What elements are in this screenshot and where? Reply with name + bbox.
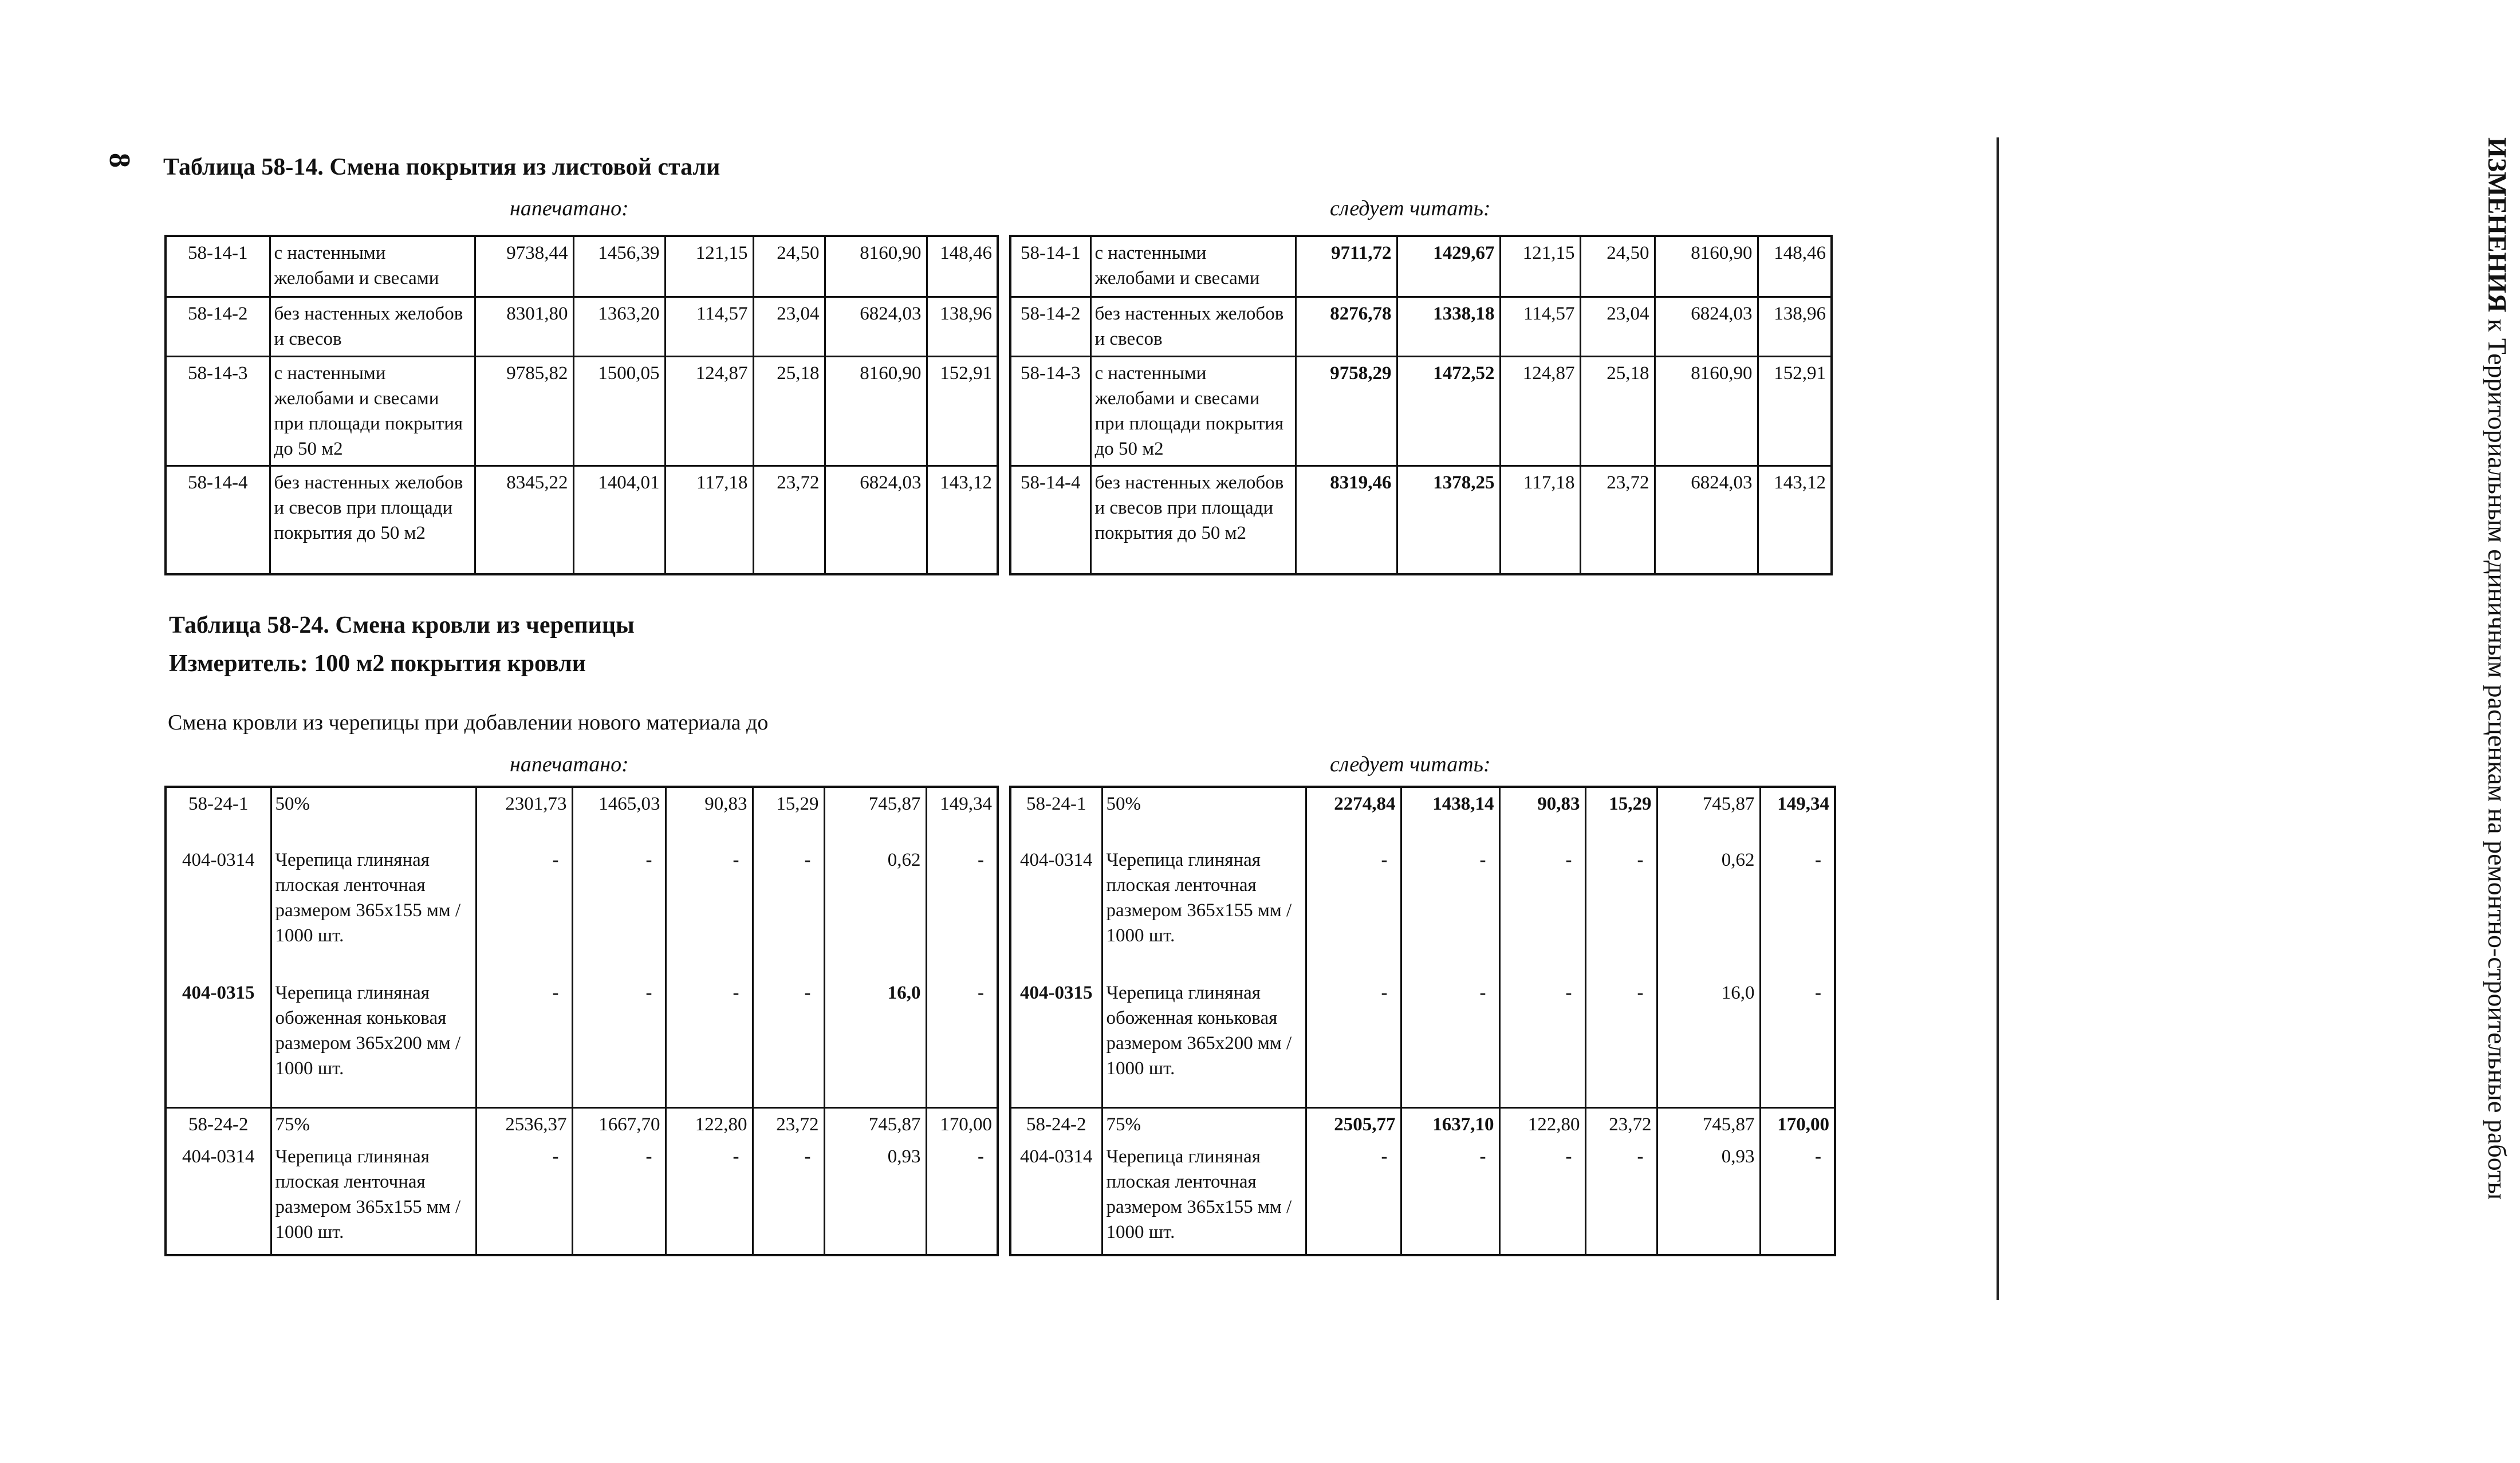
row-desc: 50% <box>271 787 476 844</box>
row-code: 58-24-2 <box>1010 1107 1102 1141</box>
row-desc: Черепица глиняная плоская ленточная размером 365х155 мм / 1000 шт. <box>1102 844 1306 977</box>
row-code: 58-24-1 <box>166 787 271 844</box>
table1-read <box>1009 235 1833 575</box>
cell: 124,87 <box>665 356 753 466</box>
cell: - <box>1499 1141 1585 1255</box>
row-desc: Черепица глиняная плоская ленточная размером 365х155 мм / 1000 шт. <box>1102 1141 1306 1255</box>
table1-read-caption: следует читать: <box>1330 196 1491 220</box>
cell: - <box>572 977 666 1107</box>
row-desc: с настенными желобами и свесами <box>270 236 475 297</box>
row-desc: без настенных желобов и свесов при площади покрытия до 50 м2 <box>270 466 475 574</box>
cell: 170,00 <box>926 1107 998 1141</box>
table2-printed-caption: напечатано: <box>510 752 629 776</box>
table2-title: Таблица 58-24. Смена кровли из черепицы <box>169 612 635 638</box>
cell: 114,57 <box>665 297 753 356</box>
row-code: 58-14-2 <box>1010 297 1090 356</box>
cell: 2505,77 <box>1306 1107 1401 1141</box>
table2-measure: Измеритель: 100 м2 покрытия кровли <box>169 650 586 677</box>
cell: 6824,03 <box>825 297 927 356</box>
row-code: 58-14-1 <box>166 236 270 297</box>
table1-printed <box>164 235 999 575</box>
cell: - <box>1499 844 1585 977</box>
cell: - <box>476 844 572 977</box>
row-code: 404-0315 <box>1010 977 1102 1107</box>
cell: 148,46 <box>1758 236 1832 297</box>
table-row <box>166 356 998 466</box>
cell: - <box>476 977 572 1107</box>
cell: - <box>1401 1141 1499 1255</box>
cell: 117,18 <box>665 466 753 574</box>
cell: 15,29 <box>1585 787 1657 844</box>
row-desc: Черепица глиняная плоская ленточная размером 365х155 мм / 1000 шт. <box>271 844 476 977</box>
page-number: 8 <box>103 153 136 168</box>
row-desc: без настенных желобов и свесов <box>1090 297 1296 356</box>
cell: 23,72 <box>1585 1107 1657 1141</box>
table-row <box>1010 466 1832 574</box>
cell: 8345,22 <box>475 466 573 574</box>
cell: 1667,70 <box>572 1107 666 1141</box>
cell: 24,50 <box>1580 236 1655 297</box>
cell: - <box>1401 844 1499 977</box>
cell: 8160,90 <box>1655 356 1758 466</box>
row-desc: Черепица глиняная плоская ленточная размером 365х155 мм / 1000 шт. <box>271 1141 476 1255</box>
cell: - <box>1760 977 1835 1107</box>
row-code: 58-14-3 <box>1010 356 1090 466</box>
cell: 9711,72 <box>1296 236 1397 297</box>
cell: 6824,03 <box>825 466 927 574</box>
cell: - <box>926 977 998 1107</box>
cell: 24,50 <box>753 236 825 297</box>
cell: - <box>1760 1141 1835 1255</box>
table-row <box>1010 977 1835 1107</box>
cell: - <box>666 844 753 977</box>
cell: 23,04 <box>753 297 825 356</box>
cell: - <box>572 844 666 977</box>
row-code: 58-14-2 <box>166 297 270 356</box>
cell: 25,18 <box>1580 356 1655 466</box>
table-row <box>1010 787 1835 844</box>
cell: 90,83 <box>1499 787 1585 844</box>
table-row <box>166 787 998 844</box>
cell: 121,15 <box>1500 236 1580 297</box>
cell: 6824,03 <box>1655 466 1758 574</box>
cell: - <box>926 844 998 977</box>
table-row <box>166 1141 998 1255</box>
cell: 124,87 <box>1500 356 1580 466</box>
side-heading <box>1947 137 2512 1200</box>
cell: 114,57 <box>1500 297 1580 356</box>
cell: 23,72 <box>753 466 825 574</box>
table-row <box>166 844 998 977</box>
cell: 25,18 <box>753 356 825 466</box>
cell: 2274,84 <box>1306 787 1401 844</box>
row-code: 58-14-1 <box>1010 236 1090 297</box>
side-divider <box>1997 137 1999 1300</box>
table2-read <box>1009 786 1836 1256</box>
cell: 9785,82 <box>475 356 573 466</box>
cell: 2536,37 <box>476 1107 572 1141</box>
table2-intro: Смена кровли из черепицы при добавлении нового материала до <box>168 711 769 735</box>
cell: 8160,90 <box>1655 236 1758 297</box>
cell: 149,34 <box>926 787 998 844</box>
table-row <box>1010 1141 1835 1255</box>
cell: 0,93 <box>824 1141 926 1255</box>
row-code: 404-0315 <box>166 977 271 1107</box>
cell: 143,12 <box>1758 466 1832 574</box>
cell: 2301,73 <box>476 787 572 844</box>
row-desc: с настенными желобами и свесами при площади покрытия до 50 м2 <box>270 356 475 466</box>
cell: - <box>753 844 824 977</box>
cell: 1338,18 <box>1397 297 1500 356</box>
cell: 1429,67 <box>1397 236 1500 297</box>
row-desc: 50% <box>1102 787 1306 844</box>
cell: 1404,01 <box>573 466 665 574</box>
cell: - <box>1306 977 1401 1107</box>
cell: - <box>666 977 753 1107</box>
row-desc: Черепица глиняная обоженная коньковая размером 365х200 мм / 1000 шт. <box>271 977 476 1107</box>
cell: - <box>1306 1141 1401 1255</box>
row-code: 404-0314 <box>166 1141 271 1255</box>
table1-title: Таблица 58-14. Смена покрытия из листовой стали <box>163 154 720 180</box>
row-code: 58-14-4 <box>1010 466 1090 574</box>
table-row <box>1010 356 1832 466</box>
table-row <box>166 1107 998 1141</box>
row-desc: Черепица глиняная обоженная коньковая размером 365х200 мм / 1000 шт. <box>1102 977 1306 1107</box>
cell: - <box>1306 844 1401 977</box>
cell: 0,62 <box>1657 844 1760 977</box>
cell: 1438,14 <box>1401 787 1499 844</box>
cell: 1500,05 <box>573 356 665 466</box>
cell: - <box>1585 844 1657 977</box>
table1-printed-caption: напечатано: <box>510 196 629 220</box>
cell: 8319,46 <box>1296 466 1397 574</box>
cell: 8301,80 <box>475 297 573 356</box>
cell: 148,46 <box>927 236 998 297</box>
cell: 0,62 <box>824 844 926 977</box>
cell: 16,0 <box>1657 977 1760 1107</box>
cell: 90,83 <box>666 787 753 844</box>
cell: 152,91 <box>1758 356 1832 466</box>
cell: 170,00 <box>1760 1107 1835 1141</box>
cell: - <box>666 1141 753 1255</box>
table-row <box>166 297 998 356</box>
cell: 1637,10 <box>1401 1107 1499 1141</box>
cell: - <box>476 1141 572 1255</box>
cell: 8276,78 <box>1296 297 1397 356</box>
cell: 1472,52 <box>1397 356 1500 466</box>
cell: 149,34 <box>1760 787 1835 844</box>
cell: 117,18 <box>1500 466 1580 574</box>
row-desc: 75% <box>271 1107 476 1141</box>
cell: 15,29 <box>753 787 824 844</box>
cell: 1456,39 <box>573 236 665 297</box>
row-code: 58-14-3 <box>166 356 270 466</box>
cell: 745,87 <box>824 1107 926 1141</box>
table-row <box>166 236 998 297</box>
table-row <box>1010 236 1832 297</box>
cell: 138,96 <box>927 297 998 356</box>
row-code: 404-0314 <box>1010 844 1102 977</box>
cell: 1378,25 <box>1397 466 1500 574</box>
cell: 143,12 <box>927 466 998 574</box>
cell: - <box>1401 977 1499 1107</box>
row-code: 404-0314 <box>1010 1141 1102 1255</box>
cell: 0,93 <box>1657 1141 1760 1255</box>
cell: 122,80 <box>1499 1107 1585 1141</box>
cell: - <box>1760 844 1835 977</box>
cell: - <box>572 1141 666 1255</box>
cell: 8160,90 <box>825 356 927 466</box>
cell: 8160,90 <box>825 236 927 297</box>
row-desc: без настенных желобов и свесов <box>270 297 475 356</box>
cell: 745,87 <box>824 787 926 844</box>
table-row <box>166 977 998 1107</box>
cell: 1465,03 <box>572 787 666 844</box>
cell: 16,0 <box>824 977 926 1107</box>
side-heading-rest: к Территориальным единичным расценкам на ремонтно-строительные работы <box>2483 312 2512 1200</box>
cell: 122,80 <box>666 1107 753 1141</box>
row-code: 404-0314 <box>166 844 271 977</box>
row-desc: 75% <box>1102 1107 1306 1141</box>
row-desc: с настенными желобами и свесами при площади покрытия до 50 м2 <box>1090 356 1296 466</box>
cell: 745,87 <box>1657 1107 1760 1141</box>
cell: 745,87 <box>1657 787 1760 844</box>
cell: - <box>753 977 824 1107</box>
cell: 9738,44 <box>475 236 573 297</box>
cell: - <box>1499 977 1585 1107</box>
side-heading-bold: ИЗМЕНЕНИЯ <box>2483 137 2512 313</box>
cell: 1363,20 <box>573 297 665 356</box>
row-code: 58-24-2 <box>166 1107 271 1141</box>
table-row <box>1010 844 1835 977</box>
cell: - <box>1585 1141 1657 1255</box>
cell: 23,04 <box>1580 297 1655 356</box>
row-code: 58-14-4 <box>166 466 270 574</box>
table-row <box>1010 297 1832 356</box>
cell: - <box>753 1141 824 1255</box>
table-row <box>166 466 998 574</box>
cell: 6824,03 <box>1655 297 1758 356</box>
table2-read-caption: следует читать: <box>1330 752 1491 776</box>
cell: 121,15 <box>665 236 753 297</box>
row-desc: с настенными желобами и свесами <box>1090 236 1296 297</box>
table-row <box>1010 1107 1835 1141</box>
row-code: 58-24-1 <box>1010 787 1102 844</box>
cell: - <box>926 1141 998 1255</box>
cell: 152,91 <box>927 356 998 466</box>
cell: 9758,29 <box>1296 356 1397 466</box>
cell: 23,72 <box>1580 466 1655 574</box>
row-desc: без настенных желобов и свесов при площади покрытия до 50 м2 <box>1090 466 1296 574</box>
cell: 138,96 <box>1758 297 1832 356</box>
table2-printed <box>164 786 999 1256</box>
cell: 23,72 <box>753 1107 824 1141</box>
cell: - <box>1585 977 1657 1107</box>
